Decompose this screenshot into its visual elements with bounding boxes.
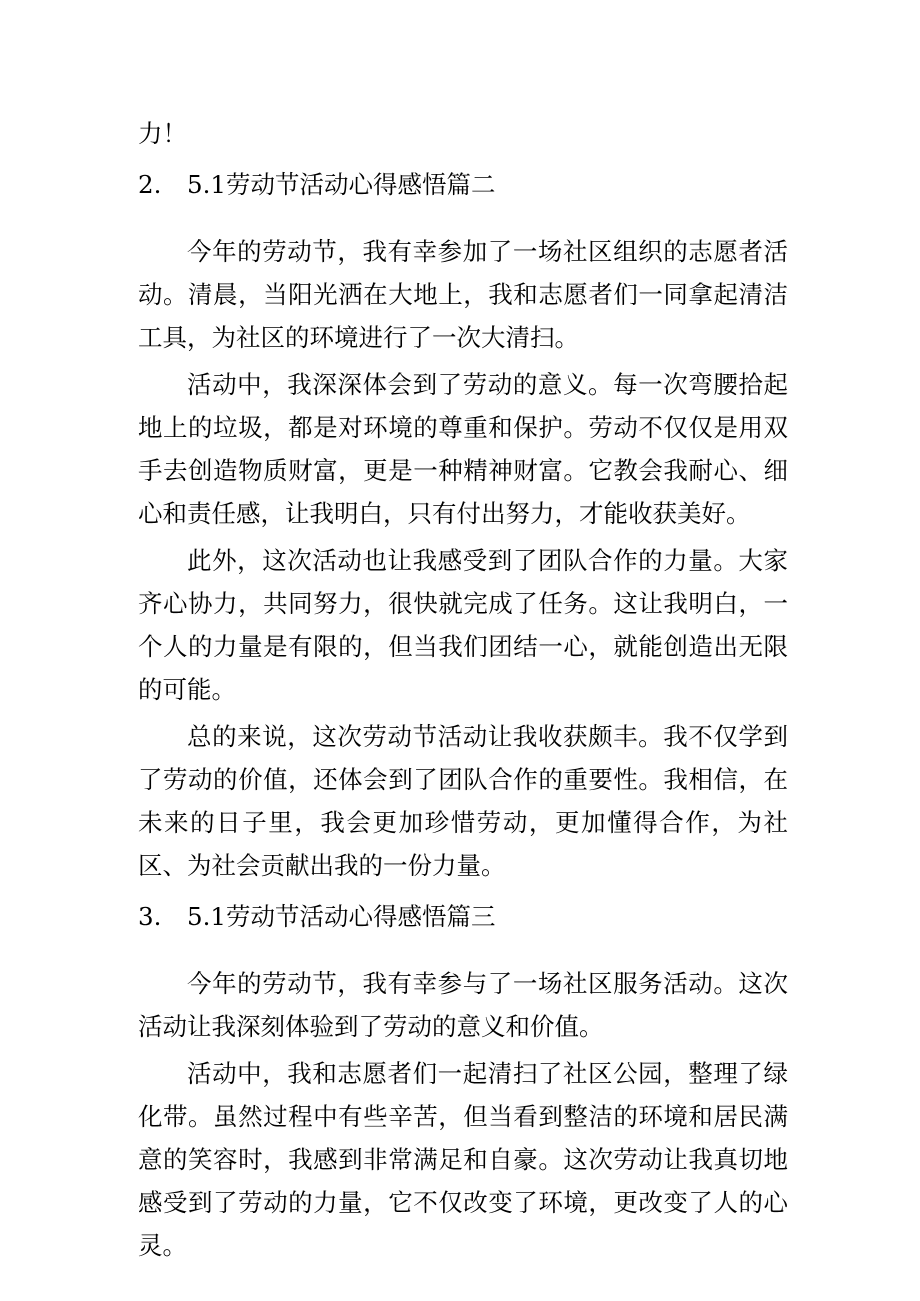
section-title: 5.1劳动节活动心得感悟篇三 bbox=[187, 902, 496, 931]
document-body bbox=[138, 112, 788, 1271]
paragraph: 总的来说，这次劳动节活动让我收获颇丰。我不仅学到了劳动的价值，还体会到了团队合作的重要性。我相信，在未来的日子里，我会更加珍惜劳动，更加懂得合作，为社区、为社会贡献出我的一份力量。 bbox=[138, 722, 788, 880]
section-heading-3 bbox=[138, 895, 788, 938]
lead-text: 力！ bbox=[138, 119, 187, 148]
paragraph: 此外，这次活动也让我感受到了团队合作的力量。大家齐心协力，共同努力，很快就完成了任务。这让我明白，一个人的力量是有限的，但当我们团结一心，就能创造出无限的可能。 bbox=[138, 546, 788, 704]
paragraph: 今年的劳动节，我有幸参与了一场社区服务活动。这次活动让我深刻体验到了劳动的意义和价值。 bbox=[138, 969, 788, 1041]
section-title: 5.1劳动节活动心得感悟篇二 bbox=[187, 170, 496, 199]
paragraph: 活动中，我深深体会到了劳动的意义。每一次弯腰拾起地上的垃圾，都是对环境的尊重和保护。劳动不仅仅是用双手去创造物质财富，更是一种精神财富。它教会我耐心、细心和责任感，让我明白，只有付出努力，才能收获美好。 bbox=[138, 370, 788, 528]
paragraph: 活动中，我和志愿者们一起清扫了社区公园，整理了绿化带。虽然过程中有些辛苦，但当看到整洁的环境和居民满意的笑容时，我感到非常满足和自豪。这次劳动让我真切地感受到了劳动的力量，它不仅改变了环境，更改变了人的心灵。 bbox=[138, 1059, 788, 1260]
section-number: 3. bbox=[138, 902, 162, 931]
paragraph: 今年的劳动节，我有幸参加了一场社区组织的志愿者活动。清晨，当阳光洒在大地上，我和志愿者们一同拿起清洁工具，为社区的环境进行了一次大清扫。 bbox=[138, 237, 788, 352]
section-heading-2 bbox=[138, 163, 788, 206]
section-number: 2. bbox=[138, 170, 162, 199]
